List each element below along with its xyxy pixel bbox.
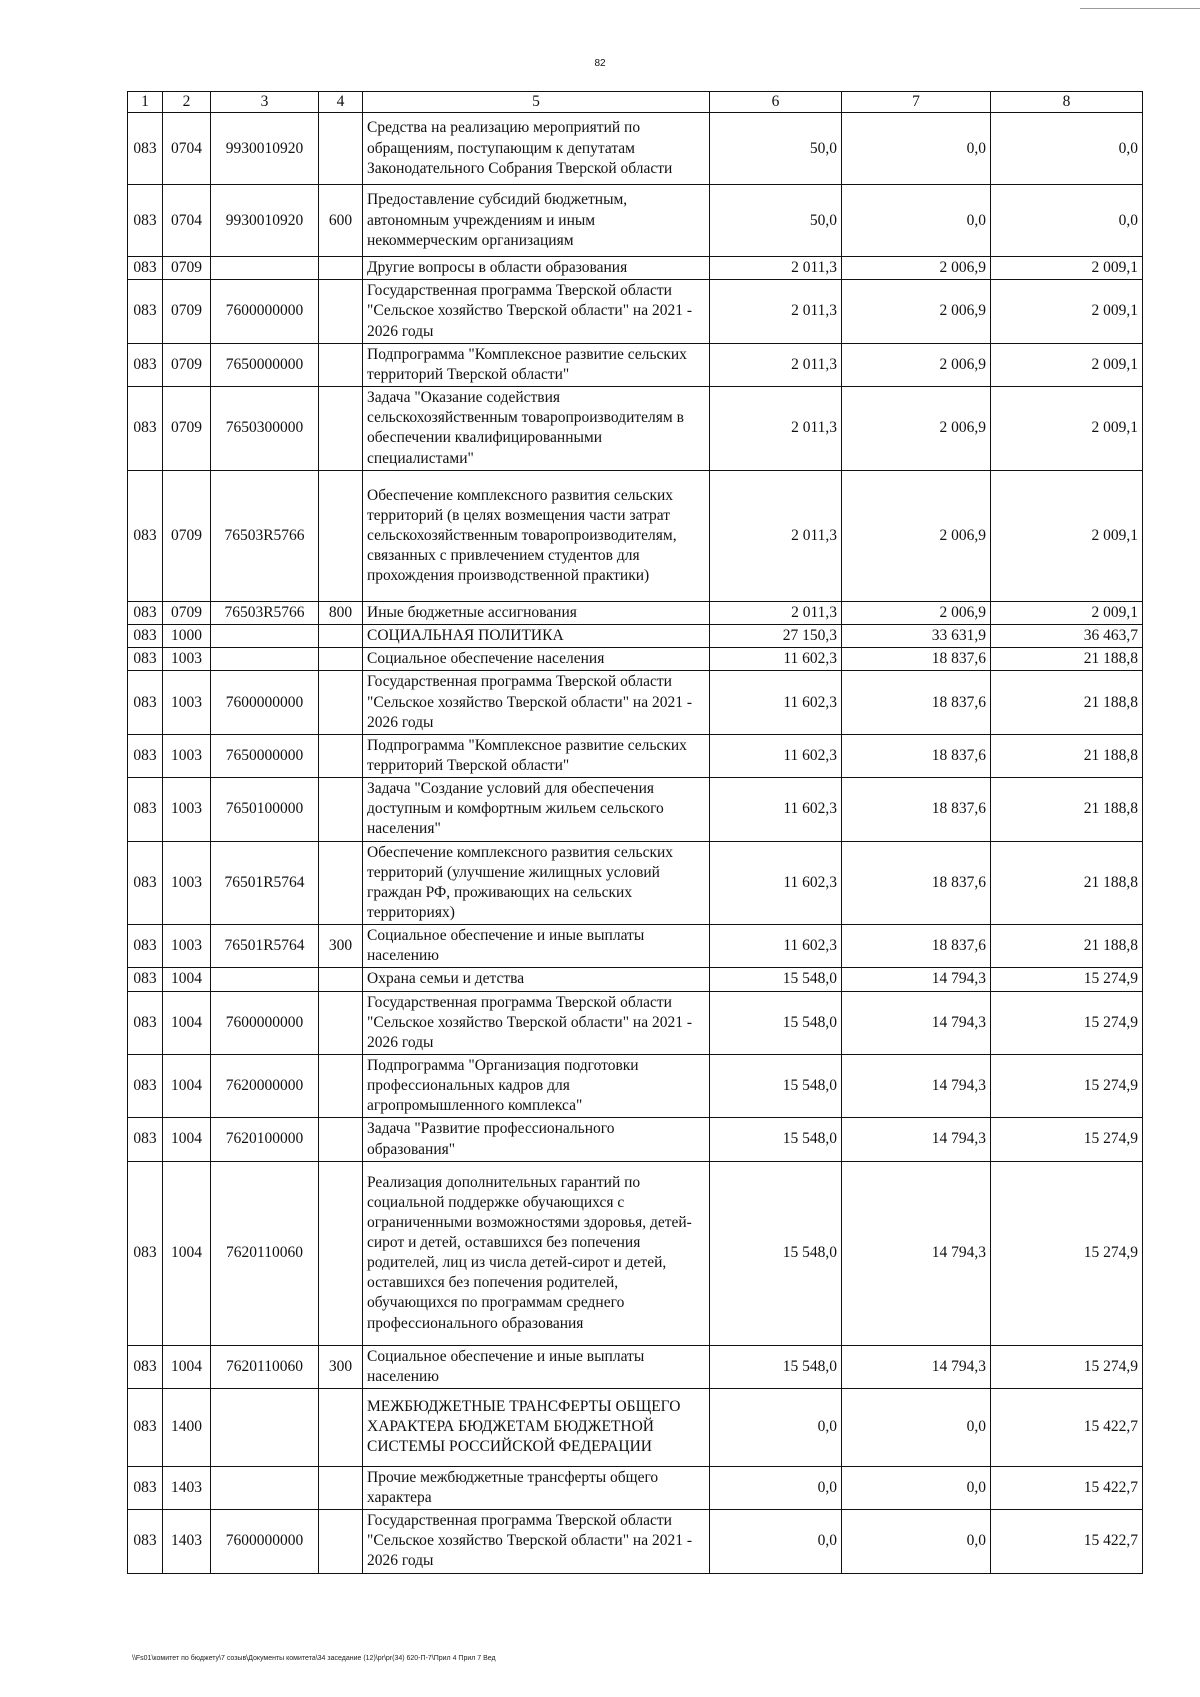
table-cell-col7: 2 006,9: [842, 470, 991, 601]
table-cell-col5: Государственная программа Тверской области "Сельское хозяйство Тверской области" на 2021 - 2026 годы: [363, 991, 710, 1054]
table-cell-col3: 7620110060: [211, 1161, 319, 1345]
table-cell-col3: 76503R5766: [211, 470, 319, 601]
table-cell-col8: 15 274,9: [991, 991, 1143, 1054]
table-cell-col6: 2 011,3: [710, 601, 842, 624]
table-cell-col8: 21 188,8: [991, 841, 1143, 925]
table-row: [128, 1466, 1143, 1509]
table-cell-col6: 15 548,0: [710, 991, 842, 1054]
table-cell-col8: 15 422,7: [991, 1388, 1143, 1466]
footer-file-path: \\Fs01\комитет по бюджету\7 созыв\Документы комитета\34 заседание (12)\pr\pr(34) 620-П-7\Прил 4 Прил 7 Вед: [132, 1655, 496, 1662]
table-row: [128, 601, 1143, 624]
budget-table: [127, 91, 1143, 1574]
table-row: [128, 968, 1143, 991]
table-header-row: [128, 92, 1143, 113]
table-cell-col1: 083: [128, 1466, 163, 1509]
table-cell-col2: 1403: [163, 1510, 211, 1573]
table-cell-col5: СОЦИАЛЬНАЯ ПОЛИТИКА: [363, 625, 710, 648]
table-cell-col2: 0704: [163, 113, 211, 185]
table-cell-col1: 083: [128, 841, 163, 925]
table-cell-col2: 1004: [163, 991, 211, 1054]
table-cell-col7: 18 837,6: [842, 841, 991, 925]
table-cell-col7: 18 837,6: [842, 778, 991, 841]
table-cell-col8: 21 188,8: [991, 671, 1143, 734]
table-cell-col5: Задача "Создание условий для обеспечения доступным и комфортным жильем сельского населения": [363, 778, 710, 841]
table-cell-col8: 0,0: [991, 185, 1143, 257]
table-cell-col7: 14 794,3: [842, 1345, 991, 1388]
table-cell-col5: Обеспечение комплексного развития сельских территорий (улучшение жилищных условий граждан РФ, проживающих на сельских территориях): [363, 841, 710, 925]
table-row: [128, 925, 1143, 968]
column-header: 7: [842, 92, 991, 113]
table-cell-col3: [211, 1466, 319, 1509]
table-cell-col7: 18 837,6: [842, 671, 991, 734]
table-cell-col4: [319, 1054, 363, 1117]
table-cell-col3: 7600000000: [211, 1510, 319, 1573]
table-cell-col4: [319, 648, 363, 671]
table-row: [128, 470, 1143, 601]
table-row: [128, 280, 1143, 343]
table-row: [128, 113, 1143, 185]
table-cell-col2: 1400: [163, 1388, 211, 1466]
table-cell-col4: [319, 778, 363, 841]
table-cell-col4: [319, 113, 363, 185]
table-cell-col1: 083: [128, 1161, 163, 1345]
table-cell-col6: 11 602,3: [710, 925, 842, 968]
table-row: [128, 991, 1143, 1054]
table-cell-col7: 0,0: [842, 1510, 991, 1573]
table-cell-col6: 0,0: [710, 1388, 842, 1466]
table-cell-col2: 1003: [163, 841, 211, 925]
table-cell-col6: 15 548,0: [710, 968, 842, 991]
table-cell-col2: 1003: [163, 778, 211, 841]
table-cell-col2: 0709: [163, 280, 211, 343]
page-number: 82: [594, 58, 606, 69]
top-edge-rule: [1080, 8, 1200, 9]
table-cell-col8: 2 009,1: [991, 280, 1143, 343]
table-cell-col3: 7620000000: [211, 1054, 319, 1117]
table-cell-col8: 0,0: [991, 113, 1143, 185]
table-cell-col7: 18 837,6: [842, 648, 991, 671]
table-cell-col6: 11 602,3: [710, 841, 842, 925]
table-cell-col3: 7650300000: [211, 386, 319, 470]
column-header: 5: [363, 92, 710, 113]
table-cell-col5: Задача "Развитие профессионального образования": [363, 1118, 710, 1161]
table-cell-col7: 18 837,6: [842, 925, 991, 968]
table-cell-col7: 18 837,6: [842, 734, 991, 777]
table-cell-col1: 083: [128, 1345, 163, 1388]
table-cell-col3: 7620110060: [211, 1345, 319, 1388]
table-cell-col4: [319, 1118, 363, 1161]
table-cell-col6: 15 548,0: [710, 1345, 842, 1388]
table-cell-col1: 083: [128, 968, 163, 991]
table-cell-col3: 7650000000: [211, 343, 319, 386]
table-cell-col8: 15 274,9: [991, 1161, 1143, 1345]
table-cell-col4: [319, 671, 363, 734]
table-cell-col4: [319, 1161, 363, 1345]
table-cell-col1: 083: [128, 113, 163, 185]
table-cell-col3: [211, 257, 319, 280]
table-cell-col6: 50,0: [710, 113, 842, 185]
table-cell-col7: 14 794,3: [842, 1054, 991, 1117]
table-cell-col1: 083: [128, 470, 163, 601]
table-cell-col4: [319, 968, 363, 991]
table-cell-col1: 083: [128, 280, 163, 343]
table-cell-col4: [319, 841, 363, 925]
table-cell-col1: 083: [128, 991, 163, 1054]
table-cell-col6: 15 548,0: [710, 1054, 842, 1117]
table-cell-col2: 1003: [163, 671, 211, 734]
column-header: 4: [319, 92, 363, 113]
table-cell-col3: 9930010920: [211, 185, 319, 257]
column-header: 2: [163, 92, 211, 113]
table-cell-col2: 0709: [163, 386, 211, 470]
table-cell-col8: 21 188,8: [991, 925, 1143, 968]
table-cell-col6: 2 011,3: [710, 343, 842, 386]
table-cell-col4: 800: [319, 601, 363, 624]
table-cell-col1: 083: [128, 343, 163, 386]
table-cell-col5: Подпрограмма "Комплексное развитие сельских территорий Тверской области": [363, 343, 710, 386]
table-cell-col2: 1003: [163, 734, 211, 777]
table-cell-col5: Средства на реализацию мероприятий по обращениям, поступающим к депутатам Законодательного Собрания Тверской области: [363, 113, 710, 185]
table-cell-col3: [211, 968, 319, 991]
table-cell-col2: 0709: [163, 343, 211, 386]
table-cell-col8: 21 188,8: [991, 734, 1143, 777]
table-cell-col3: 7620100000: [211, 1118, 319, 1161]
table-cell-col4: [319, 991, 363, 1054]
table-cell-col7: 2 006,9: [842, 601, 991, 624]
table-cell-col6: 15 548,0: [710, 1118, 842, 1161]
table-cell-col7: 0,0: [842, 1466, 991, 1509]
table-cell-col2: 1003: [163, 925, 211, 968]
table-cell-col6: 11 602,3: [710, 778, 842, 841]
table-cell-col2: 1000: [163, 625, 211, 648]
table-cell-col7: 2 006,9: [842, 386, 991, 470]
table-cell-col1: 083: [128, 1388, 163, 1466]
table-cell-col8: 15 274,9: [991, 968, 1143, 991]
table-cell-col8: 15 422,7: [991, 1510, 1143, 1573]
table-cell-col4: [319, 343, 363, 386]
table-cell-col3: 9930010920: [211, 113, 319, 185]
table-cell-col1: 083: [128, 185, 163, 257]
table-row: [128, 343, 1143, 386]
table-cell-col1: 083: [128, 1054, 163, 1117]
table-cell-col2: 0709: [163, 601, 211, 624]
table-cell-col5: Государственная программа Тверской области "Сельское хозяйство Тверской области" на 2021 - 2026 годы: [363, 280, 710, 343]
table-cell-col1: 083: [128, 1118, 163, 1161]
table-row: [128, 257, 1143, 280]
table-cell-col1: 083: [128, 1510, 163, 1573]
table-cell-col4: [319, 280, 363, 343]
table-cell-col6: 2 011,3: [710, 386, 842, 470]
table-cell-col4: [319, 1388, 363, 1466]
table-cell-col6: 0,0: [710, 1466, 842, 1509]
table-cell-col4: [319, 386, 363, 470]
table-cell-col6: 50,0: [710, 185, 842, 257]
table-row: [128, 625, 1143, 648]
table-cell-col8: 15 274,9: [991, 1118, 1143, 1161]
table-cell-col5: Государственная программа Тверской области "Сельское хозяйство Тверской области" на 2021 - 2026 годы: [363, 671, 710, 734]
column-header: 6: [710, 92, 842, 113]
table-cell-col3: 76503R5766: [211, 601, 319, 624]
table-cell-col4: 300: [319, 925, 363, 968]
table-cell-col3: 76501R5764: [211, 841, 319, 925]
table-cell-col1: 083: [128, 601, 163, 624]
table-cell-col2: 0704: [163, 185, 211, 257]
table-cell-col7: 0,0: [842, 1388, 991, 1466]
table-cell-col8: 2 009,1: [991, 386, 1143, 470]
table-cell-col3: 7600000000: [211, 991, 319, 1054]
table-cell-col5: Социальное обеспечение и иные выплаты населению: [363, 1345, 710, 1388]
table-cell-col6: 11 602,3: [710, 648, 842, 671]
table-cell-col6: 27 150,3: [710, 625, 842, 648]
table-cell-col3: 7650000000: [211, 734, 319, 777]
table-cell-col1: 083: [128, 671, 163, 734]
table-cell-col2: 1004: [163, 1118, 211, 1161]
table-cell-col3: 7650100000: [211, 778, 319, 841]
table-cell-col3: [211, 625, 319, 648]
table-cell-col2: 1004: [163, 1054, 211, 1117]
table-cell-col2: 0709: [163, 470, 211, 601]
table-cell-col3: 7600000000: [211, 671, 319, 734]
table-cell-col8: 21 188,8: [991, 778, 1143, 841]
table-cell-col1: 083: [128, 386, 163, 470]
table-cell-col5: Обеспечение комплексного развития сельских территорий (в целях возмещения части затрат сельскохозяйственным товаропроизводителям, связанных с привлечением студентов для прохождения производственной практики): [363, 470, 710, 601]
table-cell-col7: 2 006,9: [842, 257, 991, 280]
table-row: [128, 1388, 1143, 1466]
table-cell-col4: 600: [319, 185, 363, 257]
table-row: [128, 671, 1143, 734]
table-cell-col4: [319, 257, 363, 280]
column-header: 1: [128, 92, 163, 113]
column-header: 3: [211, 92, 319, 113]
table-cell-col7: 14 794,3: [842, 1118, 991, 1161]
table-cell-col2: 1004: [163, 1345, 211, 1388]
table-row: [128, 648, 1143, 671]
table-cell-col5: Предоставление субсидий бюджетным, автономным учреждениям и иным некоммерческим организациям: [363, 185, 710, 257]
table-cell-col5: Подпрограмма "Организация подготовки профессиональных кадров для агропромышленного комплекса": [363, 1054, 710, 1117]
table-cell-col4: 300: [319, 1345, 363, 1388]
table-cell-col5: Иные бюджетные ассигнования: [363, 601, 710, 624]
table-cell-col7: 14 794,3: [842, 1161, 991, 1345]
table-cell-col4: [319, 734, 363, 777]
table-cell-col6: 2 011,3: [710, 280, 842, 343]
table-cell-col4: [319, 1466, 363, 1509]
table-cell-col1: 083: [128, 257, 163, 280]
table-cell-col8: 2 009,1: [991, 257, 1143, 280]
table-cell-col6: 11 602,3: [710, 734, 842, 777]
table-cell-col7: 14 794,3: [842, 968, 991, 991]
table-cell-col1: 083: [128, 925, 163, 968]
table-cell-col3: [211, 1388, 319, 1466]
table-cell-col4: [319, 625, 363, 648]
table-cell-col8: 15 422,7: [991, 1466, 1143, 1509]
table-row: [128, 386, 1143, 470]
table-cell-col6: 2 011,3: [710, 470, 842, 601]
table-cell-col6: 11 602,3: [710, 671, 842, 734]
table-row: [128, 185, 1143, 257]
table-row: [128, 1510, 1143, 1573]
table-cell-col5: Охрана семьи и детства: [363, 968, 710, 991]
table-cell-col3: [211, 648, 319, 671]
table-cell-col1: 083: [128, 778, 163, 841]
table-cell-col5: Задача "Оказание содействия сельскохозяйственным товаропроизводителям в обеспечении квалифицированными специалистами": [363, 386, 710, 470]
table-row: [128, 734, 1143, 777]
table-cell-col4: [319, 1510, 363, 1573]
table-cell-col3: 7600000000: [211, 280, 319, 343]
table-cell-col7: 33 631,9: [842, 625, 991, 648]
table-cell-col6: 15 548,0: [710, 1161, 842, 1345]
table-cell-col7: 2 006,9: [842, 343, 991, 386]
table-cell-col8: 15 274,9: [991, 1345, 1143, 1388]
table-cell-col2: 1004: [163, 1161, 211, 1345]
table-cell-col7: 2 006,9: [842, 280, 991, 343]
table-cell-col2: 1403: [163, 1466, 211, 1509]
table-body: [128, 92, 1143, 1574]
table-cell-col7: 0,0: [842, 185, 991, 257]
table-cell-col8: 2 009,1: [991, 343, 1143, 386]
table-cell-col8: 36 463,7: [991, 625, 1143, 648]
table-cell-col4: [319, 470, 363, 601]
table-row: [128, 778, 1143, 841]
table-cell-col2: 0709: [163, 257, 211, 280]
table-cell-col8: 15 274,9: [991, 1054, 1143, 1117]
table-row: [128, 1345, 1143, 1388]
table-cell-col8: 2 009,1: [991, 601, 1143, 624]
table-cell-col1: 083: [128, 648, 163, 671]
table-cell-col5: Прочие межбюджетные трансферты общего характера: [363, 1466, 710, 1509]
table-cell-col7: 14 794,3: [842, 991, 991, 1054]
table-cell-col8: 2 009,1: [991, 470, 1143, 601]
table-cell-col5: Подпрограмма "Комплексное развитие сельских территорий Тверской области": [363, 734, 710, 777]
table-cell-col5: Другие вопросы в области образования: [363, 257, 710, 280]
table-cell-col5: Государственная программа Тверской области "Сельское хозяйство Тверской области" на 2021 - 2026 годы: [363, 1510, 710, 1573]
table-cell-col1: 083: [128, 625, 163, 648]
table-cell-col6: 2 011,3: [710, 257, 842, 280]
table-cell-col7: 0,0: [842, 113, 991, 185]
table-cell-col3: 76501R5764: [211, 925, 319, 968]
table-cell-col5: Социальное обеспечение населения: [363, 648, 710, 671]
table-row: [128, 1161, 1143, 1345]
table-cell-col5: Социальное обеспечение и иные выплаты населению: [363, 925, 710, 968]
table-cell-col6: 0,0: [710, 1510, 842, 1573]
table-cell-col5: Реализация дополнительных гарантий по социальной поддержке обучающихся с ограниченными возможностями здоровья, детей-сирот и детей, оставшихся без попечения родителей, лиц из числа детей-сирот и детей, оставшихся без попечения родителей, обучающихся по программам среднего профессионального образования: [363, 1161, 710, 1345]
table-row: [128, 1118, 1143, 1161]
table-cell-col2: 1003: [163, 648, 211, 671]
table-row: [128, 1054, 1143, 1117]
table-cell-col2: 1004: [163, 968, 211, 991]
table-cell-col1: 083: [128, 734, 163, 777]
column-header: 8: [991, 92, 1143, 113]
table-cell-col5: МЕЖБЮДЖЕТНЫЕ ТРАНСФЕРТЫ ОБЩЕГО ХАРАКТЕРА БЮДЖЕТАМ БЮДЖЕТНОЙ СИСТЕМЫ РОССИЙСКОЙ ФЕДЕРАЦИИ: [363, 1388, 710, 1466]
table-cell-col8: 21 188,8: [991, 648, 1143, 671]
table-row: [128, 841, 1143, 925]
